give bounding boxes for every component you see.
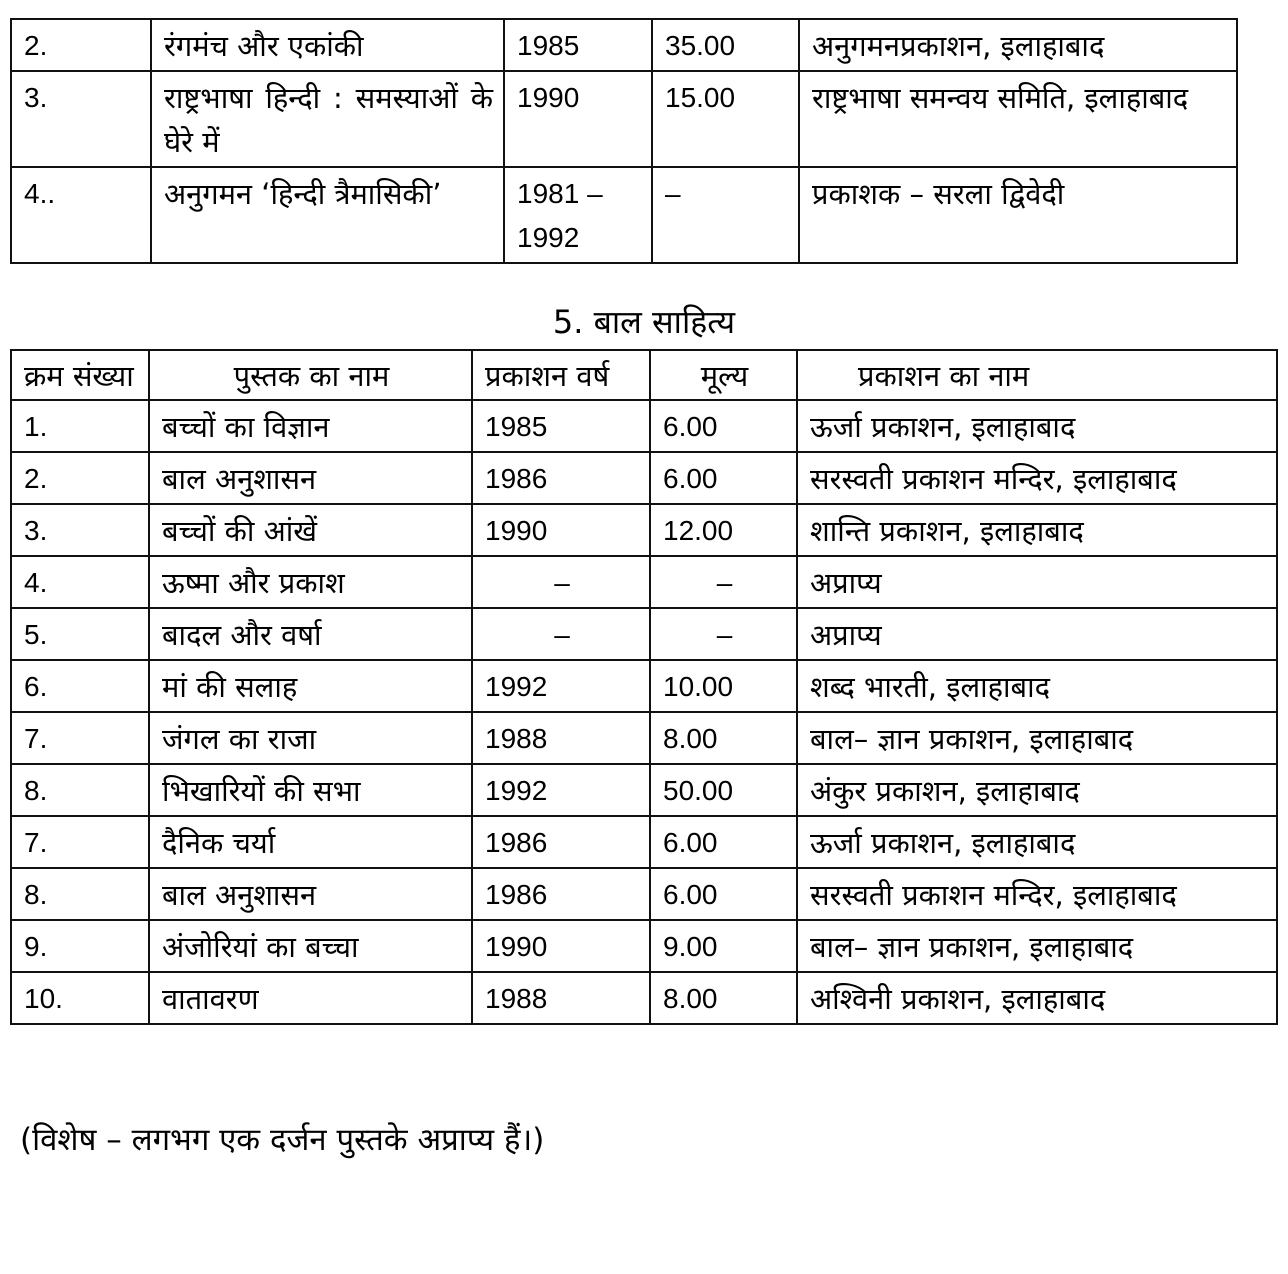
publisher-cell: शब्द भारती, इलाहाबाद (797, 660, 1277, 712)
table-header-row (11, 350, 1277, 400)
book-title-cell: बादल और वर्षा (149, 608, 472, 660)
serial-cell: 5. (11, 608, 149, 660)
year-cell: 1990 (472, 920, 650, 972)
price-cell: 9.00 (650, 920, 797, 972)
price-cell: – (652, 167, 799, 263)
serial-cell: 4.. (11, 167, 151, 263)
publisher-cell: अप्राप्य (797, 608, 1277, 660)
publisher-cell: अप्राप्य (797, 556, 1277, 608)
book-title-cell: अंजोरियां का बच्चा (149, 920, 472, 972)
serial-cell: 2. (11, 19, 151, 71)
table-row (11, 400, 1277, 452)
table-row (11, 504, 1277, 556)
price-cell: – (650, 608, 797, 660)
book-title-cell: दैनिक चर्या (149, 816, 472, 868)
year-cell: 1992 (472, 660, 650, 712)
table-row (11, 167, 1237, 263)
serial-cell: 3. (11, 504, 149, 556)
book-title-cell: अनुगमन ‘हिन्दी त्रैमासिकी’ (151, 167, 504, 263)
table-row (11, 920, 1277, 972)
serial-cell: 3. (11, 71, 151, 167)
header-serial: क्रम संख्या (11, 350, 149, 400)
table-row (11, 71, 1237, 167)
year-cell: 1985 (504, 19, 652, 71)
year-cell: 1986 (472, 816, 650, 868)
book-title-cell: राष्ट्रभाषा हिन्दी : समस्याओं के घेरे में (151, 71, 504, 167)
serial-cell: 10. (11, 972, 149, 1024)
table-row (11, 452, 1277, 504)
year-cell: – (472, 556, 650, 608)
table-row (11, 764, 1277, 816)
book-title-cell: भिखारियों की सभा (149, 764, 472, 816)
publisher-cell: बाल– ज्ञान प्रकाशन, इलाहाबाद (797, 712, 1277, 764)
serial-cell: 4. (11, 556, 149, 608)
publisher-cell: बाल– ज्ञान प्रकाशन, इलाहाबाद (797, 920, 1277, 972)
section-heading: 5. बाल साहित्य (552, 303, 736, 341)
price-cell: 8.00 (650, 972, 797, 1024)
year-cell: 1985 (472, 400, 650, 452)
publisher-cell: राष्ट्रभाषा समन्वय समिति, इलाहाबाद (799, 71, 1237, 167)
year-cell: 1988 (472, 712, 650, 764)
serial-cell: 2. (11, 452, 149, 504)
book-title-cell: मां की सलाह (149, 660, 472, 712)
table-row (11, 712, 1277, 764)
table-row (11, 608, 1277, 660)
table-row (11, 556, 1277, 608)
price-cell: 6.00 (650, 400, 797, 452)
publisher-cell: प्रकाशक – सरला द्विवेदी (799, 167, 1237, 263)
price-cell: 10.00 (650, 660, 797, 712)
table-row (11, 19, 1237, 71)
year-cell: – (472, 608, 650, 660)
year-cell: 1988 (472, 972, 650, 1024)
year-cell: 1990 (504, 71, 652, 167)
price-cell: 6.00 (650, 452, 797, 504)
header-book-title: पुस्तक का नाम (149, 350, 472, 400)
book-title-cell: वातावरण (149, 972, 472, 1024)
header-price: मूल्य (650, 350, 797, 400)
childrens-literature-table (10, 349, 1278, 1025)
year-cell: 1990 (472, 504, 650, 556)
book-title-cell: बाल अनुशासन (149, 868, 472, 920)
header-year: प्रकाशन वर्ष (472, 350, 650, 400)
year-cell: 1986 (472, 868, 650, 920)
book-title-cell: ऊष्मा और प्रकाश (149, 556, 472, 608)
price-cell: 35.00 (652, 19, 799, 71)
serial-cell: 9. (11, 920, 149, 972)
table-row (11, 660, 1277, 712)
year-cell: 1986 (472, 452, 650, 504)
serial-cell: 8. (11, 868, 149, 920)
publisher-cell: सरस्वती प्रकाशन मन्दिर, इलाहाबाद (797, 452, 1277, 504)
publisher-cell: सरस्वती प्रकाशन मन्दिर, इलाहाबाद (797, 868, 1277, 920)
books-table-continued (10, 18, 1238, 264)
serial-cell: 1. (11, 400, 149, 452)
footnote: (विशेष – लगभग एक दर्जन पुस्तके अप्राप्य हैं।) (20, 1122, 545, 1158)
price-cell: 6.00 (650, 868, 797, 920)
book-title-cell: बाल अनुशासन (149, 452, 472, 504)
publisher-cell: अंकुर प्रकाशन, इलाहाबाद (797, 764, 1277, 816)
book-title-cell: जंगल का राजा (149, 712, 472, 764)
price-cell: – (650, 556, 797, 608)
serial-cell: 8. (11, 764, 149, 816)
year-cell: 1992 (472, 764, 650, 816)
table-row (11, 972, 1277, 1024)
price-cell: 12.00 (650, 504, 797, 556)
publisher-cell: अश्विनी प्रकाशन, इलाहाबाद (797, 972, 1277, 1024)
book-title-cell: बच्चों का विज्ञान (149, 400, 472, 452)
price-cell: 8.00 (650, 712, 797, 764)
price-cell: 6.00 (650, 816, 797, 868)
book-title-cell: बच्चों की आंखें (149, 504, 472, 556)
year-cell: 1981 – 1992 (504, 167, 652, 263)
price-cell: 15.00 (652, 71, 799, 167)
publisher-cell: ऊर्जा प्रकाशन, इलाहाबाद (797, 400, 1277, 452)
serial-cell: 7. (11, 816, 149, 868)
publisher-cell: ऊर्जा प्रकाशन, इलाहाबाद (797, 816, 1277, 868)
publisher-cell: शान्ति प्रकाशन, इलाहाबाद (797, 504, 1277, 556)
serial-cell: 7. (11, 712, 149, 764)
header-publisher: प्रकाशन का नाम (797, 350, 1277, 400)
publisher-cell: अनुगमनप्रकाशन, इलाहाबाद (799, 19, 1237, 71)
serial-cell: 6. (11, 660, 149, 712)
table-row (11, 868, 1277, 920)
table-row (11, 816, 1277, 868)
price-cell: 50.00 (650, 764, 797, 816)
book-title-cell: रंगमंच और एकांकी (151, 19, 504, 71)
